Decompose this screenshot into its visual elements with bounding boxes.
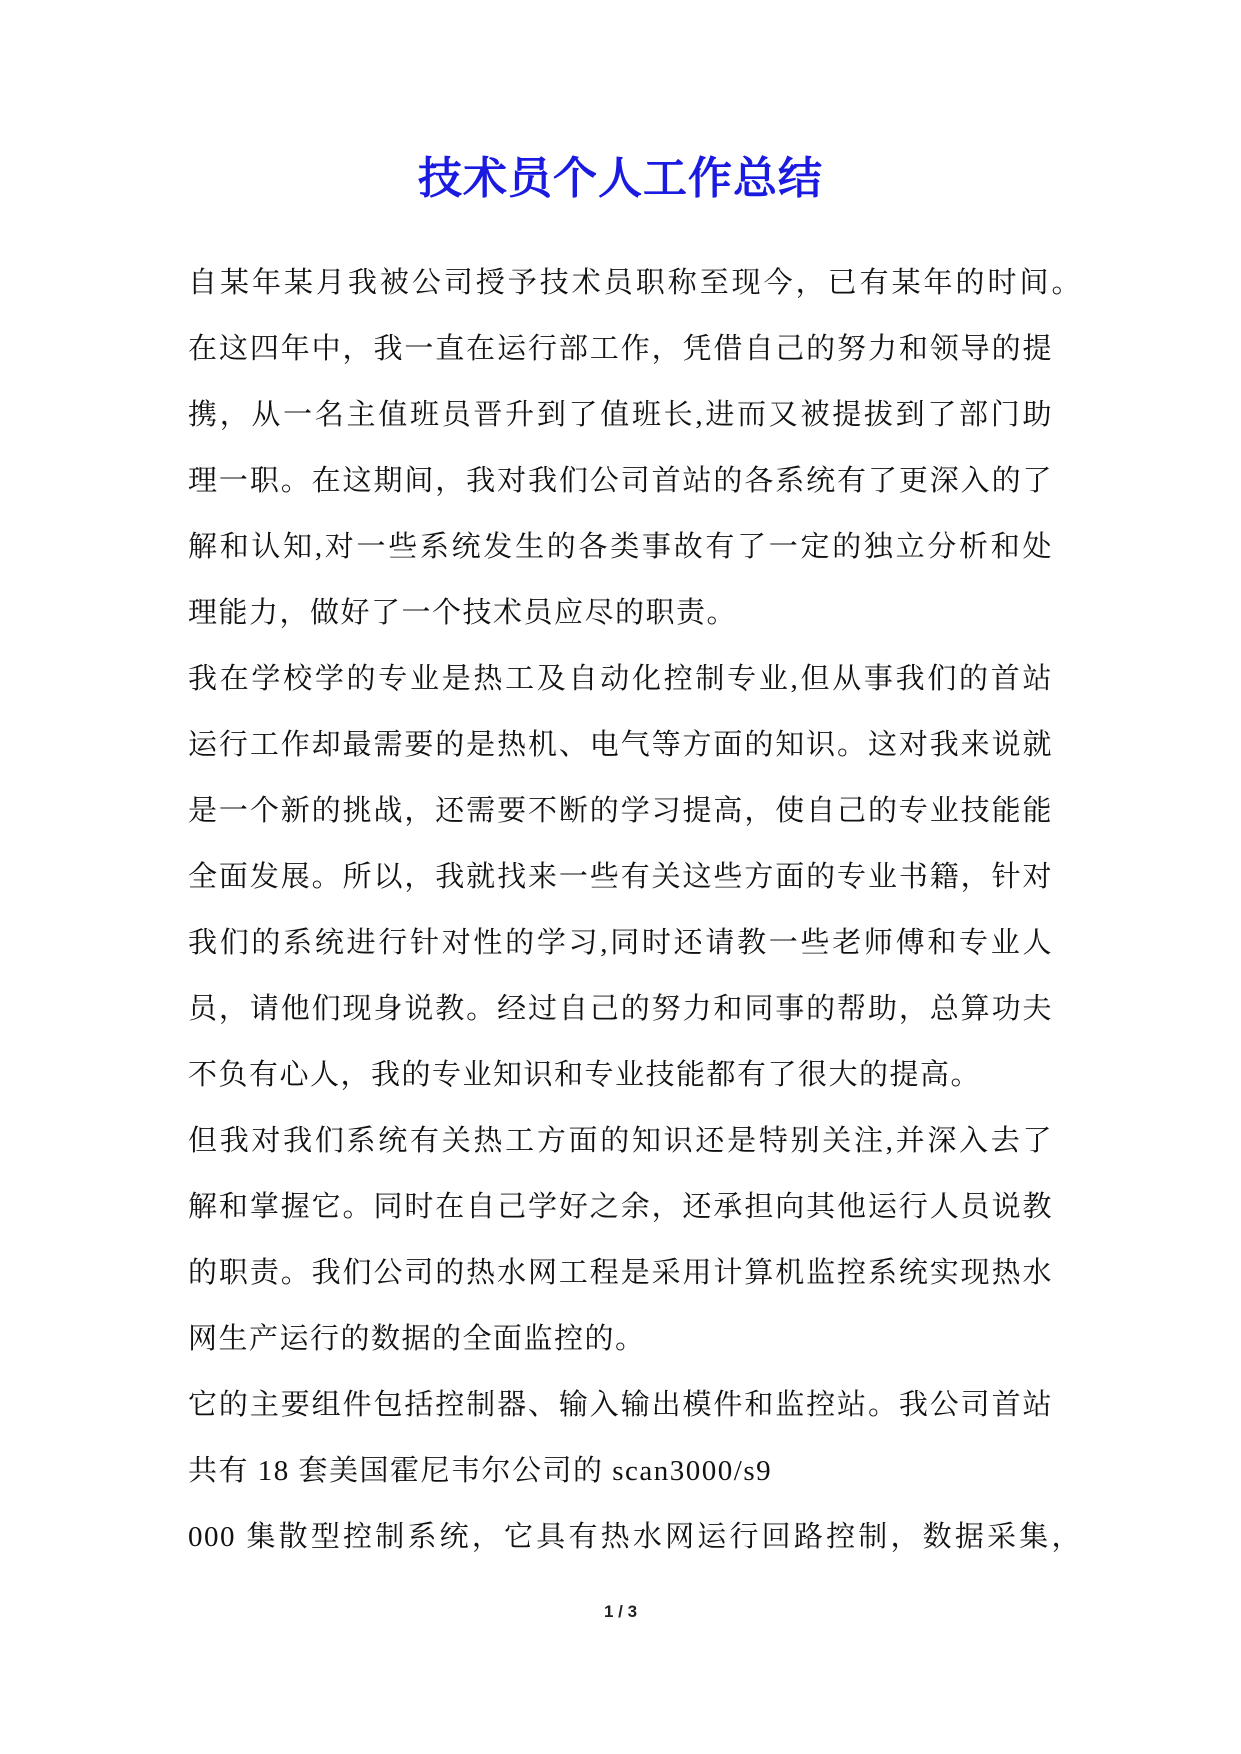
body-line: 是一个新的挑战，还需要不断的学习提高，使自己的专业技能能	[188, 795, 1053, 827]
body-line: 理一职。在这期间，我对我们公司首站的各系统有了更深入的了	[188, 465, 1053, 497]
body-line: 不负有心人，我的专业知识和专业技能都有了很大的提高。	[188, 1059, 982, 1091]
body-line: 它的主要组件包括控制器、输入输出模件和监控站。我公司首站	[188, 1389, 1053, 1421]
body-line: 我在学校学的专业是热工及自动化控制专业,但从事我们的首站	[188, 663, 1053, 695]
body-line: 我们的系统进行针对性的学习,同时还请教一些老师傅和专业人	[188, 927, 1053, 959]
body-line: 000 集散型控制系统，它具有热水网运行回路控制，数据采集，	[188, 1521, 1082, 1553]
document-body	[188, 250, 1082, 1570]
body-line: 共有 18 套美国霍尼韦尔公司的 scan3000/s9	[188, 1455, 773, 1487]
body-line: 解和认知,对一些系统发生的各类事故有了一定的独立分析和处	[188, 531, 1053, 563]
body-line: 自某年某月我被公司授予技术员职称至现今，已有某年的时间。	[188, 267, 1082, 299]
body-line: 全面发展。所以，我就找来一些有关这些方面的专业书籍，针对	[188, 861, 1053, 893]
body-line: 运行工作却最需要的是热机、电气等方面的知识。这对我来说就	[188, 729, 1053, 761]
paragraph	[188, 1372, 1082, 1570]
body-line: 理能力，做好了一个技术员应尽的职责。	[188, 597, 738, 629]
paragraph	[188, 250, 1082, 646]
body-line: 网生产运行的数据的全面监控的。	[188, 1323, 646, 1355]
page-number: 1 / 3	[603, 1602, 638, 1621]
body-line: 携，从一名主值班员晋升到了值班长,进而又被提拔到了部门助	[188, 399, 1053, 431]
body-line: 员，请他们现身说教。经过自己的努力和同事的帮助，总算功夫	[188, 993, 1053, 1025]
body-line: 解和掌握它。同时在自己学好之余，还承担向其他运行人员说教	[188, 1191, 1053, 1223]
body-line: 在这四年中，我一直在运行部工作，凭借自己的努力和领导的提	[188, 333, 1053, 365]
paragraph	[188, 1108, 1053, 1372]
body-line: 的职责。我们公司的热水网工程是采用计算机监控系统实现热水	[188, 1257, 1053, 1289]
document-title: 技术员个人工作总结	[418, 153, 823, 204]
paragraph	[188, 646, 1053, 1108]
body-line: 但我对我们系统有关热工方面的知识还是特别关注,并深入去了	[188, 1125, 1053, 1157]
